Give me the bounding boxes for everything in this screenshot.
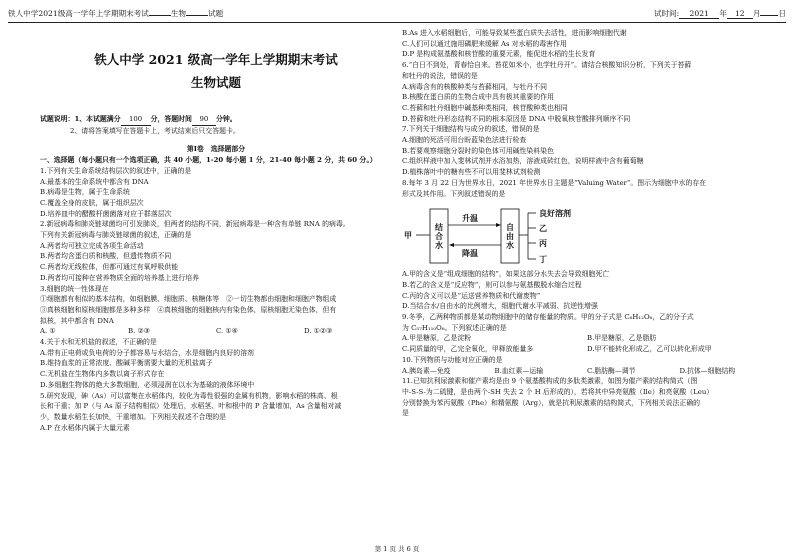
notes-pre: 试题说明：1、本试题满分	[40, 115, 121, 123]
text-line: C.组织样液中加入斐林试剂并水浴加热，溶液成砖红色，说明样液中含有葡萄糖	[402, 157, 644, 166]
exam-duration: 90	[192, 114, 216, 126]
month-value: 12	[727, 9, 753, 19]
notes-end: 分钟。	[215, 115, 237, 123]
label-yi: 乙	[539, 223, 547, 234]
q10-option-b: B.血红素—运输	[494, 366, 544, 375]
text-line: 为 C₅₇H₁₁₀O₆。下列叙述正确的是	[402, 323, 507, 332]
header-subject: 生物	[170, 9, 187, 18]
question-11	[402, 376, 772, 419]
year-value: 2021	[679, 9, 719, 19]
exam-subtitle: 生物试题	[190, 75, 241, 90]
good-solvent-label: 良好溶剂	[539, 208, 571, 219]
text-line: D.当结合水/自由水的比例增大，细胞代谢水平减弱、抗逆性增强	[402, 302, 598, 311]
date-label: 试时间:	[653, 9, 680, 18]
text-line: 3.细胞的统一性体现在	[40, 284, 109, 293]
day-unit: 日	[778, 9, 786, 18]
text-line: D.植株落叶中的糖有些不可以用斐林试剂检测	[402, 168, 541, 177]
text-line: 是	[402, 409, 409, 418]
text-line: D.苔藓和牡丹形态结构不同的根本原因是 DNA 中脱氧核苷酸排列顺序不同	[402, 114, 631, 123]
text-line: C.两者均无线粒体，但都可通过有氧呼吸供能	[40, 263, 179, 272]
notes-line-2: 2、请将答案填写在答题卡上，考试结束后只交答题卡。	[70, 126, 240, 135]
text-line: A.最基本的生命系统中都含有 DNA	[40, 177, 149, 186]
text-line: 少，数量水稻生长加快，干重增加。下列相关叙述不合理的是	[40, 412, 227, 421]
text-line: 分别替换为苯丙氨酸（Phe）和精氨酸（Arg），就是抗利尿激素的结构简式，下列相关说法正确的	[402, 398, 701, 407]
text-line: 8.每年 3 月 22 日为世界水日，2021 年世界水日主题是“Valuing Water”。图示为细胞中水的存在	[402, 178, 707, 187]
text-line: 1.下列有关生命系统结构层次的叙述中，正确的是	[40, 166, 192, 175]
text-line: ③真核细胞和原核细胞都是多种多样 ④真核细胞的细胞核内有染色体，原核细胞无染色体，但有	[40, 305, 337, 314]
header-blank	[149, 15, 171, 16]
text-line: A.P 在水稻体内属于大量元素	[40, 423, 130, 432]
notes-line-1	[40, 114, 392, 126]
q3-options	[40, 326, 392, 337]
text-line: C.无机盐在生物体内多数以离子形式存在	[40, 370, 165, 379]
text-line: ①细胞都有相似的基本结构，如细胞膜、细胞质、核糖体等 ②一切生物都由细胞和细胞产物组成	[40, 295, 337, 304]
questions-5-8	[402, 28, 772, 199]
text-line: 下列有关新冠病毒与肺炎链球菌的叙述，正确的是	[40, 231, 192, 240]
left-column	[40, 28, 392, 433]
q9-options-row-2	[402, 344, 772, 355]
text-line: D.P 是构成氨基酸和核苷酸的重要元素，能促进水稻的生长发育	[402, 50, 596, 59]
text-line: A.细胞的死活可用台盼蓝染色法进行检查	[402, 136, 527, 145]
bound-water-label: 结合水	[435, 222, 443, 251]
school-exam-name: 铁人中学2021级高一学年上学期期末考试	[8, 9, 149, 18]
q10-option-c: C.脂肪酶—调节	[587, 366, 636, 375]
text-line: 和牡丹的说法，错误的是	[402, 71, 478, 80]
q10-option-d: D.抗体—细胞结构	[679, 366, 736, 375]
section-title: 第Ⅰ卷 选择题部分	[186, 145, 246, 154]
water-diagram	[402, 201, 772, 267]
text-line: 9.冬季，乙两种物质都是某动物细胞中的储存能量的物质。甲的分子式是 C₆H₁₂O₆，乙的分子式	[402, 313, 694, 322]
q3-option-d: D. ①②③	[304, 327, 333, 336]
text-line: B.核酸在蛋白质的生物合成中具有极其重要的作用	[402, 93, 554, 102]
text-line: 7.下列关于细胞结构与成分的叙述，错误的是	[402, 125, 540, 134]
questions-1-3	[40, 166, 392, 327]
free-water-label: 自由水	[506, 222, 514, 251]
text-line: B.As 进入水稻细胞后，可能导致某些蛋白质失去活性，进而影响细胞代谢	[402, 29, 627, 37]
text-line: C.覆盖全身的皮肤，属于组织层次	[40, 198, 144, 207]
header-date	[654, 8, 786, 19]
q3-option-a: A. ①	[40, 327, 56, 336]
month-unit: 月	[752, 9, 761, 18]
header-blank	[186, 15, 208, 16]
q9-option-a: A.甲是糖原，乙是淀粉	[402, 334, 472, 343]
text-line: 11.已知抗利尿激素和催产素均是由 9 个氨基酸构成的多肽类激素，如图为催产素的结构简式（图	[402, 377, 698, 386]
text-line: B.病毒是生物，属于生命系统	[40, 188, 130, 197]
text-line: 5.研究发现，砷（As）可以富集在水稻体内，较化为毒性很强的金属有机物，影响水稻的株高、根	[40, 391, 338, 400]
q10-stem: 10.下列物质与功能对应正确的是	[402, 355, 503, 364]
label-ding: 丁	[539, 254, 547, 265]
text-line: D.两者均可接种在营养物质全面的培养基上进行培养	[40, 273, 200, 282]
text-line: C.人们可以通过施用磷肥来缓解 As 对水稻的毒害作用	[402, 39, 567, 48]
text-line: A.两者均可独立完成各项生命活动	[40, 241, 144, 250]
text-line: D.多细胞生物体的绝大多数细胞，必须浸润在以水为基础的液体环境中	[40, 380, 255, 389]
q9-option-d: D.甲不能转化形成乙，乙可以转化形成甲	[587, 345, 712, 354]
text-line: 形式及其作用。下列叙述错误的是	[402, 189, 506, 198]
text-line: B.两者均含蛋白质和核酸，但遗传物质不同	[40, 252, 172, 261]
notes-mid: 分，答题时间	[150, 115, 192, 123]
text-line: A.甲的含义是“组成细胞的结构”，如果这部分水失去会导致细胞死亡	[402, 270, 610, 279]
q9-options-row-1	[402, 333, 772, 344]
text-line: C.苔藓和牡丹细胞中碱基种类相同，核苷酸种类也相同	[402, 103, 568, 112]
q3-option-c: C. ①④	[216, 327, 238, 336]
year-unit: 年	[719, 9, 727, 18]
exam-title: 铁人中学 2021 级高一学年上学期期末考试	[94, 52, 338, 67]
q9-option-b: B.甲是糖原，乙是脂肪	[587, 334, 657, 343]
text-line: A.带有正电荷或负电荷的分子都容易与水结合，水是细胞内良好的溶剂	[40, 348, 254, 357]
text-line: 6.“白日不到处，青春恰自来。苔花如米小，也学牡丹开”。请结合核酸知识分析，下列关于苔藓	[402, 61, 692, 70]
part-instructions: 一、选择题（每小题只有一个选项正确，共 40 小题，1-20 每小题 1 分，21-40 每小题 2 分，共 60 分。）	[40, 156, 377, 165]
label-bing: 丙	[539, 238, 547, 249]
warming-label: 升温	[462, 213, 478, 224]
text-line: C.丙的含义可以是“运送营养物质和代谢废物”	[402, 291, 541, 300]
page-footer: 第 1 页 共 6 页	[374, 545, 420, 553]
full-score: 100	[121, 114, 151, 126]
q10-option-a: A.胰岛素—免疫	[402, 366, 451, 375]
q9-option-c: C.同质量的甲，乙完全氧化，甲释放能量多	[402, 345, 534, 354]
text-line: 长和干重；加 P（与 As 原子结构相似）处理后，水稻茎、叶和根中的 P 含量增加，As 含量相对减	[40, 402, 342, 411]
page-header	[8, 6, 786, 23]
text-line: 4.关于水和无机盐的叙述，不正确的是	[40, 338, 157, 347]
text-line: 2.新冠病毒和肺炎链球菌均可引发肺炎，但两者的结构不同，新冠病毒是一种含有单链 RNA 的病毒。	[40, 220, 350, 229]
text-line: D.培养皿中的醋酸杆菌菌落对应于群落层次	[40, 209, 172, 218]
text-line: A.病毒含有的核酸种类与苔藓相同，与牡丹不同	[402, 82, 547, 91]
header-suffix: 试题	[208, 9, 224, 18]
text-line: B.维持血浆的正常浓度、酸碱平衡需要大量的无机盐离子	[40, 359, 213, 368]
q3-option-b: B. ②③	[128, 327, 150, 336]
questions-4-5	[40, 337, 392, 433]
text-line: B.若要观察细胞分裂时的染色体可用碱性染料染色	[402, 146, 554, 155]
day-value	[760, 15, 778, 16]
q10-options	[402, 366, 772, 377]
text-line: B.若乙的含义是“反应物”，则可以参与氨基酸脱水缩合过程	[402, 280, 582, 289]
label-jia: 甲	[404, 230, 412, 241]
questions-8-9	[402, 269, 772, 333]
header-title	[8, 8, 223, 19]
cooling-label: 降温	[462, 248, 478, 259]
right-column	[402, 28, 772, 419]
text-line: 拟核，其中都含有 DNA	[40, 316, 114, 325]
text-line: 中-S-S-为二硫键，是由两个-SH 失去 2 个 H 后形成的），若将其中异亮氨酸（Ile）和亮氨酸（Leu）	[402, 387, 714, 396]
